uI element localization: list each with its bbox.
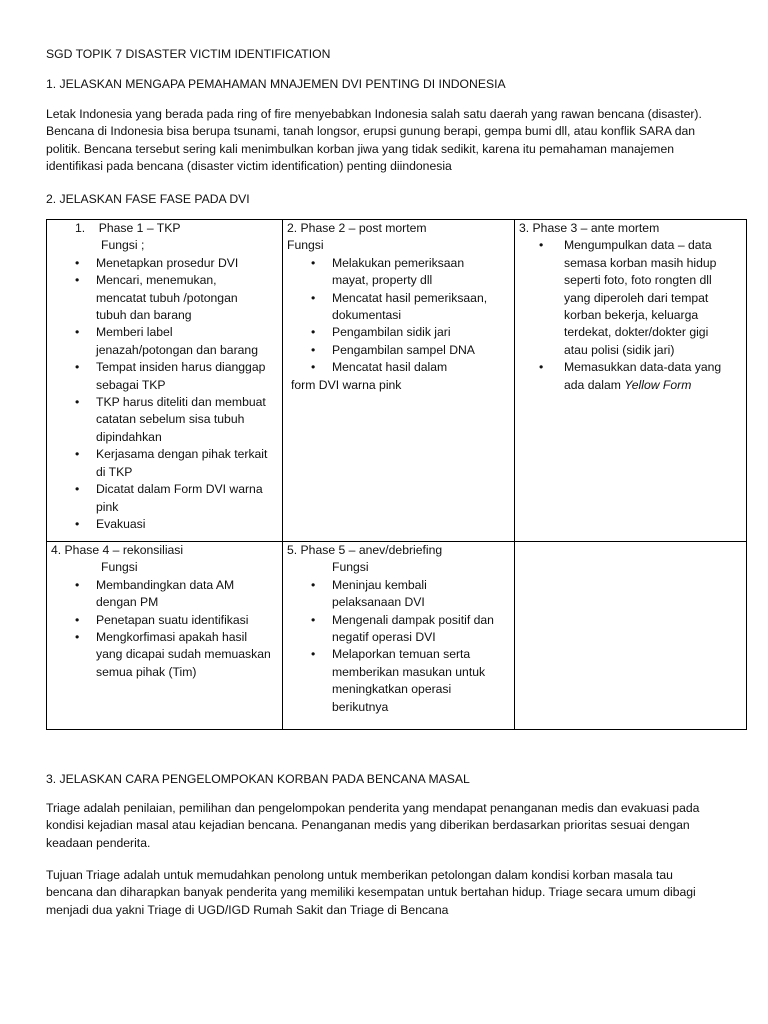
phase-3-tail: ada dalam Yellow Form (564, 377, 692, 392)
bullet-icon: • (311, 290, 316, 305)
phase-5-list (287, 577, 510, 716)
bullet-icon: • (75, 612, 80, 627)
list-item-text (564, 237, 742, 359)
list-item-line: catatan sebelum sisa tubuh (96, 412, 245, 427)
table-row (47, 542, 747, 730)
list-item-line: korban bekerja, keluarga (564, 308, 699, 323)
phase-1-list (51, 255, 278, 534)
list-item-line: Menetapkan prosedur DVI (96, 255, 239, 270)
list-item-line: atau polisi (sidik jari) (564, 342, 675, 357)
list-item-line: Pengambilan sampel DNA (332, 342, 475, 357)
list-item-line: sebagai TKP (96, 377, 166, 392)
list-item (51, 516, 278, 533)
paragraph-line: Tujuan Triage adalah untuk memudahkan penolong untuk memberikan petolongan dalam kondisi korban masala tau (46, 868, 673, 882)
phase-2-list (287, 255, 510, 377)
list-item-line: Mengenali dampak positif dan (332, 612, 494, 627)
list-item (287, 324, 510, 341)
paragraph-line: menjadi dua yakni Triage di UGD/IGD Rumah Sakit dan Triage di Bencana (46, 902, 449, 917)
phase-3-title: 3. Phase 3 – ante mortem (519, 221, 660, 235)
list-item-line: berikutnya (332, 699, 389, 714)
phase-5-title: 5. Phase 5 – anev/debriefing (287, 543, 443, 557)
list-item (51, 394, 278, 446)
phase-2-title: 2. Phase 2 – post mortem (287, 221, 427, 235)
list-item-text (96, 612, 278, 629)
list-item-text (332, 359, 510, 376)
bullet-icon: • (311, 325, 316, 340)
question-3-heading: 3. JELASKAN CARA PENGELOMPOKAN KORBAN PADA BENCANA MASAL (46, 772, 470, 786)
question-3-paragraph-2 (46, 867, 736, 919)
table-row (47, 220, 747, 542)
list-item (51, 612, 278, 629)
list-item (51, 255, 278, 272)
list-item-line: negatif operasi DVI (332, 630, 436, 645)
list-item-text (332, 577, 510, 612)
paragraph-line: Letak Indonesia yang berada pada ring of fire menyebabkan Indonesia salah satu daerah yang rawan bencana (disaster). (46, 107, 702, 121)
list-item (51, 481, 278, 516)
list-item-line: semasa korban masih hidup (564, 255, 717, 270)
bullet-icon: • (75, 482, 80, 497)
list-item-line: di TKP (96, 464, 133, 479)
phase-5-cell (283, 542, 515, 730)
bullet-icon: • (75, 360, 80, 375)
list-item (287, 577, 510, 612)
list-item-line: memberikan masukan untuk (332, 664, 486, 679)
list-item-line: semua pihak (Tim) (96, 664, 197, 679)
question-2-heading: 2. JELASKAN FASE FASE PADA DVI (46, 192, 250, 206)
list-item-line: Memberi label (96, 325, 173, 340)
list-item-line: Memasukkan data-data yang (564, 360, 722, 375)
list-item-line: Mencatat hasil dalam (332, 360, 448, 375)
list-item-line: Membandingkan data AM (96, 577, 235, 592)
list-item-line: Melaporkan temuan serta (332, 647, 471, 662)
list-item-line: Melakukan pemeriksaan (332, 255, 465, 270)
list-item (287, 646, 510, 716)
list-item-line: yang dicapai sudah memuaskan (96, 647, 271, 662)
paragraph-line: keadaan penderita. (46, 835, 151, 850)
phase-1-cell (47, 220, 283, 542)
bullet-icon: • (311, 342, 316, 357)
list-item-text (96, 446, 278, 481)
bullet-icon: • (75, 447, 80, 462)
list-item-line: Kerjasama dengan pihak terkait (96, 447, 268, 462)
list-item-text (332, 255, 510, 290)
phase-2-tail: form DVI warna pink (291, 377, 402, 392)
list-item-line: pelaksanaan DVI (332, 595, 425, 610)
dvi-phase-table (46, 219, 747, 730)
bullet-icon: • (75, 395, 80, 410)
list-item-line: Tempat insiden harus dianggap (96, 360, 266, 375)
list-item-line: Pengambilan sidik jari (332, 325, 451, 340)
list-item (51, 324, 278, 359)
list-item-text (96, 394, 278, 446)
phase-4-subtitle: Fungsi (101, 560, 138, 575)
list-item (51, 629, 278, 681)
bullet-icon: • (75, 325, 80, 340)
phase-3-list (519, 237, 742, 376)
bullet-icon: • (311, 612, 316, 627)
list-item-line: Mencari, menemukan, (96, 273, 217, 288)
paragraph-line: Bencana di Indonesia bisa berupa tsunami, tanah longsor, erupsi gunung berapi, gempa bumi dll, atau konflik SARA dan (46, 124, 696, 139)
question-1-heading: 1. JELASKAN MENGAPA PEMAHAMAN MNAJEMEN DVI PENTING DI INDONESIA (46, 77, 506, 91)
list-item (287, 359, 510, 376)
bullet-icon: • (539, 238, 544, 253)
list-item-line: dokumentasi (332, 308, 402, 323)
list-item-text (96, 324, 278, 359)
list-item (287, 612, 510, 647)
list-item-text (332, 290, 510, 325)
phase-3-cell (515, 220, 747, 542)
phase-4-list (51, 577, 278, 681)
list-item-line: pink (96, 499, 119, 514)
bullet-icon: • (311, 360, 316, 375)
list-item (519, 359, 742, 376)
list-item-text (332, 324, 510, 341)
question-3-paragraph-1 (46, 800, 736, 852)
paragraph-line: identifikasi pada bencana (disaster victim identification) penting diindonesia (46, 159, 452, 174)
list-item-text (332, 646, 510, 716)
phase-1-title: 1. Phase 1 – TKP (75, 221, 181, 235)
document-title: SGD TOPIK 7 DISASTER VICTIM IDENTIFICATION (46, 47, 331, 61)
list-item-line: Mencatat hasil pemeriksaan, (332, 290, 488, 305)
list-item (287, 290, 510, 325)
list-item (287, 255, 510, 290)
list-item-line: Mengkorfimasi apakah hasil (96, 630, 248, 645)
list-item-line: Mengumpulkan data – data (564, 238, 712, 253)
list-item-text (96, 516, 278, 533)
bullet-icon: • (75, 577, 80, 592)
list-item-line: dipindahkan (96, 429, 162, 444)
list-item (51, 272, 278, 324)
list-item-line: meningkatkan operasi (332, 682, 452, 697)
bullet-icon: • (75, 255, 80, 270)
bullet-icon: • (539, 360, 544, 375)
list-item-line: mencatat tubuh /potongan (96, 290, 238, 305)
bullet-icon: • (311, 647, 316, 662)
phase-4-cell (47, 542, 283, 730)
list-item-line: dengan PM (96, 595, 159, 610)
phase-2-subtitle: Fungsi (287, 238, 324, 253)
list-item (51, 446, 278, 481)
list-item-line: Evakuasi (96, 516, 146, 531)
bullet-icon: • (75, 630, 80, 645)
list-item-text (332, 612, 510, 647)
list-item-line: tubuh dan barang (96, 308, 192, 323)
list-item-line: seperti foto, foto rongten dll (564, 273, 712, 288)
list-item (51, 359, 278, 394)
paragraph-line: kondisi kejadian masal atau kejadian bencana. Penanganan medis yang diberikan berdasarkan prioritas sesuai dengan (46, 818, 690, 833)
list-item (287, 342, 510, 359)
list-item-line: TKP harus diteliti dan membuat (96, 395, 266, 410)
list-item-line: mayat, property dll (332, 273, 433, 288)
bullet-icon: • (75, 273, 80, 288)
phase-2-cell (283, 220, 515, 542)
list-item (519, 237, 742, 359)
list-item-line: Meninjau kembali (332, 577, 427, 592)
phase-1-subtitle: Fungsi ; (101, 238, 145, 253)
list-item-text (96, 577, 278, 612)
list-item-text (96, 481, 278, 516)
paragraph-line: politik. Bencana tersebut sering kali menimbulkan korban jiwa yang tidak sedikit, karena itu pemahaman manajemen (46, 141, 674, 156)
phase-4-title: 4. Phase 4 – rekonsiliasi (51, 543, 184, 557)
bullet-icon: • (311, 255, 316, 270)
list-item-text (96, 359, 278, 394)
phase-5-subtitle: Fungsi (332, 560, 369, 575)
list-item-text (96, 272, 278, 324)
list-item-line: yang diperoleh dari tempat (564, 290, 709, 305)
list-item-line: terdekat, dokter/dokter gigi (564, 325, 709, 340)
list-item (51, 577, 278, 612)
list-item-line: Dicatat dalam Form DVI warna (96, 482, 263, 497)
list-item-text (564, 359, 742, 376)
bullet-icon: • (75, 516, 80, 531)
list-item-text (332, 342, 510, 359)
bullet-icon: • (311, 577, 316, 592)
question-1-answer (46, 106, 736, 176)
list-item-text (96, 629, 278, 681)
empty-cell (515, 542, 747, 730)
yellow-form-label: Yellow Form (624, 377, 692, 392)
list-item-line: jenazah/potongan dan barang (96, 342, 258, 357)
list-item-line: Penetapan suatu identifikasi (96, 612, 249, 627)
list-item-text (96, 255, 278, 272)
paragraph-line: bencana dan diharapkan banyak penderita yang memiliki kesempatan untuk bertahan hidup. Triage secara umum dibagi (46, 885, 696, 900)
paragraph-line: Triage adalah penilaian, pemilihan dan pengelompokan penderita yang mendapat penanganan medis dan evakuasi pada (46, 801, 700, 815)
